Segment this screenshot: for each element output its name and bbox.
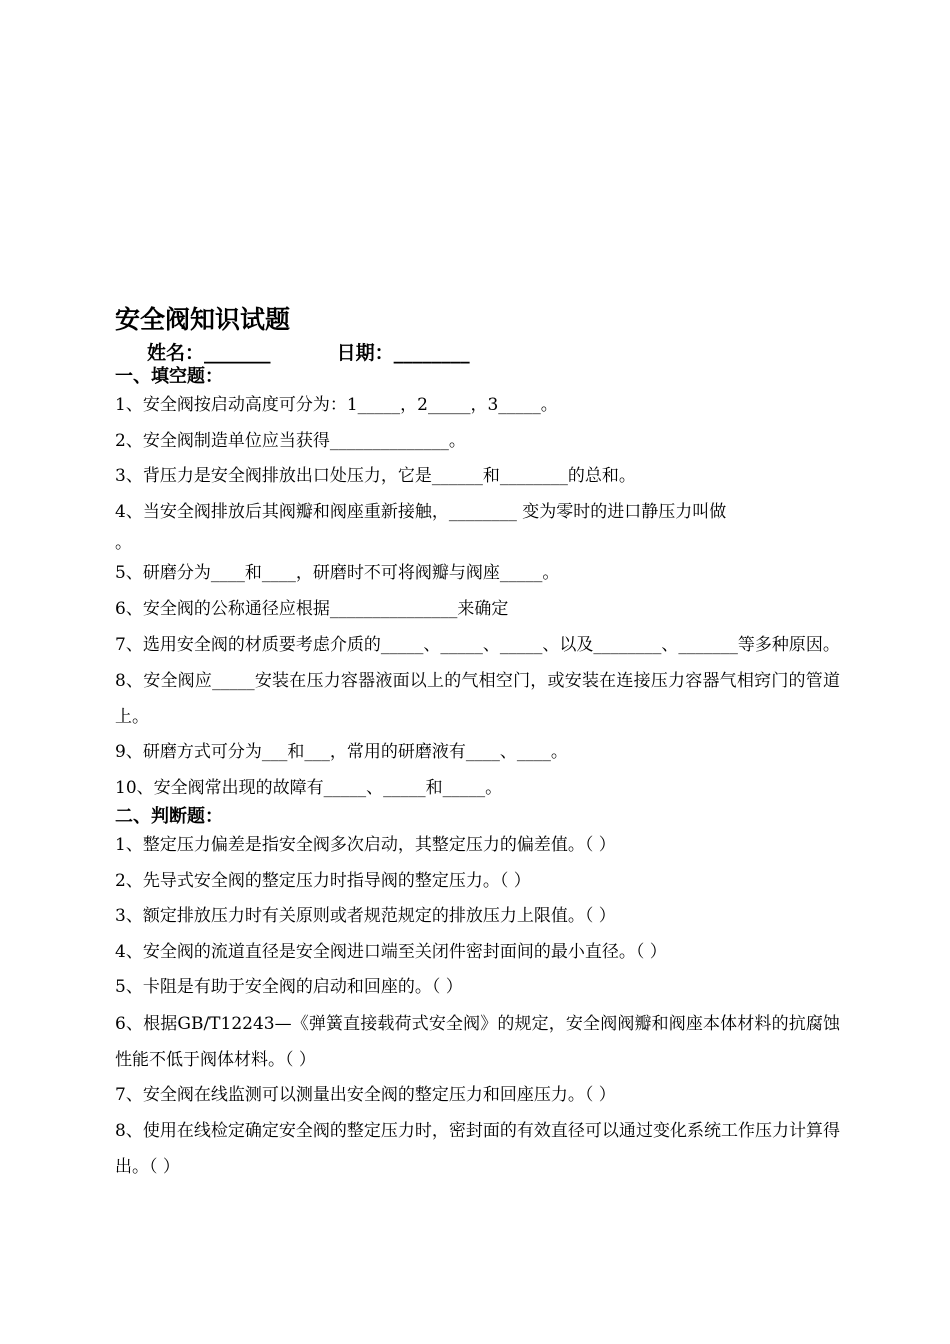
fill-question-5: 5、研磨分为____和____，研磨时不可将阀瓣与阀座_____。 [115,563,560,583]
name-date-line: 姓名：_______ 日期：________ [147,342,470,364]
judge-question-1: 1、整定压力偏差是指安全阀多次启动，其整定压力的偏差值。（ ） [115,835,616,855]
judge-question-6: 6、根据GB/T12243—《弹簧直接载荷式安全阀》的规定，安全阀阀瓣和阀座本体材料的抗腐蚀性能不低于阀体材料。（ ） [115,1013,840,1070]
fill-question-3: 3、背压力是安全阀排放出口处压力，它是______和________的总和。 [115,466,636,486]
judge-question-4: 4、安全阀的流道直径是安全阀进口端至关闭件密封面间的最小直径。（ ） [115,941,667,962]
judge-question-2: 2、先导式安全阀的整定压力时指导阀的整定压力。（ ） [115,870,531,891]
fill-question-4-end: 。 [115,533,132,553]
section-heading-fill-in: 一、填空题： [115,366,223,387]
judge-question-3: 3、额定排放压力时有关原则或者规范规定的排放压力上限值。（ ） [115,906,616,926]
exam-page [115,300,840,1185]
fill-question-10: 10、安全阀常出现的故障有_____、_____和_____。 [115,777,503,798]
fill-question-9: 9、研磨方式可分为___和___，常用的研磨液有____、____。 [115,742,568,762]
judge-question-7: 7、安全阀在线监测可以测量出安全阀的整定压力和回座压力。（ ） [115,1084,616,1105]
fill-question-2: 2、安全阀制造单位应当获得______________。 [115,430,466,451]
judge-question-5: 5、卡阻是有助于安全阀的启动和回座的。（ ） [115,977,463,997]
fill-question-7: 7、选用安全阀的材质要考虑介质的_____、_____、_____、以及________、_______等多种原因。 [115,635,840,655]
fill-question-4: 4、当安全阀排放后其阀瓣和阀座重新接触，________ 变为零时的进口静压力叫做 [115,501,727,522]
section-heading-true-false: 二、判断题： [115,806,223,827]
judge-question-8: 8、使用在线检定确定安全阀的整定压力时，密封面的有效直径可以通过变化系统工作压力计算得出。（ ） [115,1121,840,1177]
fill-question-6: 6、安全阀的公称通径应根据_______________来确定 [115,598,509,619]
fill-question-1: 1、安全阀按启动高度可分为：1_____，2_____，3_____。 [115,395,558,415]
page-title: 安全阀知识试题 [115,305,291,334]
fill-question-8: 8、安全阀应_____安装在压力容器液面以上的气相空门，或安装在连接压力容器气相窍门的管道上。 [115,671,840,727]
